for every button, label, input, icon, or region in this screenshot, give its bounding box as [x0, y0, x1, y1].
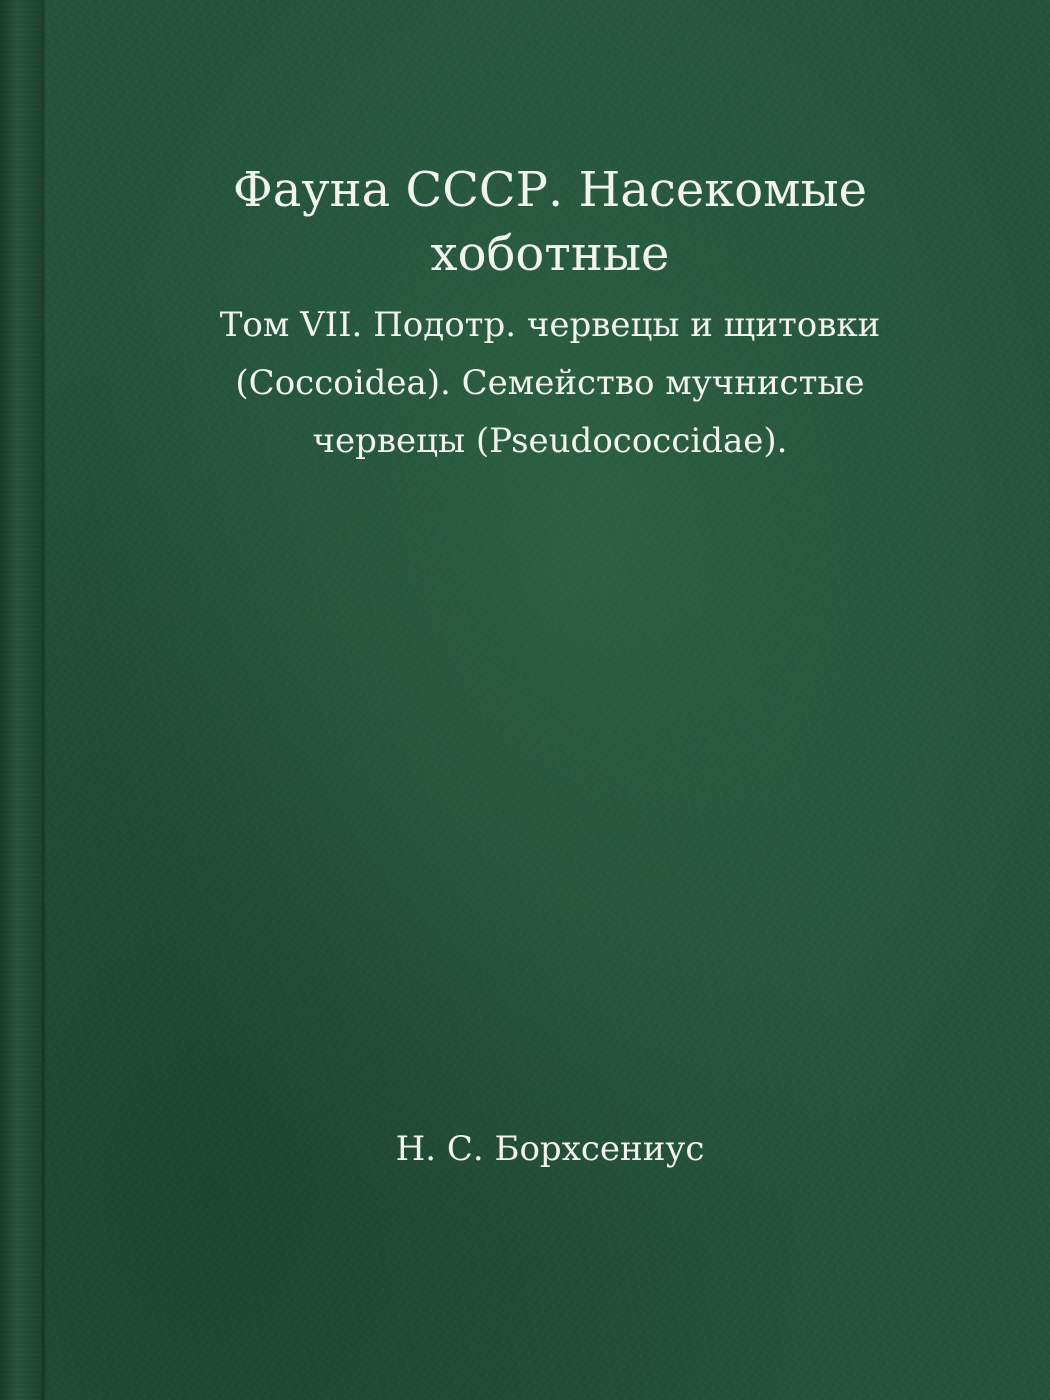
title-line: Фауна СССР. Насекомые: [232, 162, 868, 218]
subtitle-line: (Coccoidea). Семейство мучнистые: [235, 363, 865, 403]
title-line: хоботные: [430, 226, 670, 282]
spine-groove: [42, 0, 46, 1400]
subtitle-line: червецы (Pseudococcidae).: [312, 421, 788, 461]
book-subtitle: [50, 296, 1050, 470]
book-author: Н. С. Борхсениус: [395, 1129, 705, 1169]
subtitle-line: Том VII. Подотр. червецы и щитовки: [219, 305, 881, 345]
book-spine: [0, 0, 42, 1400]
book-title: [50, 158, 1050, 286]
